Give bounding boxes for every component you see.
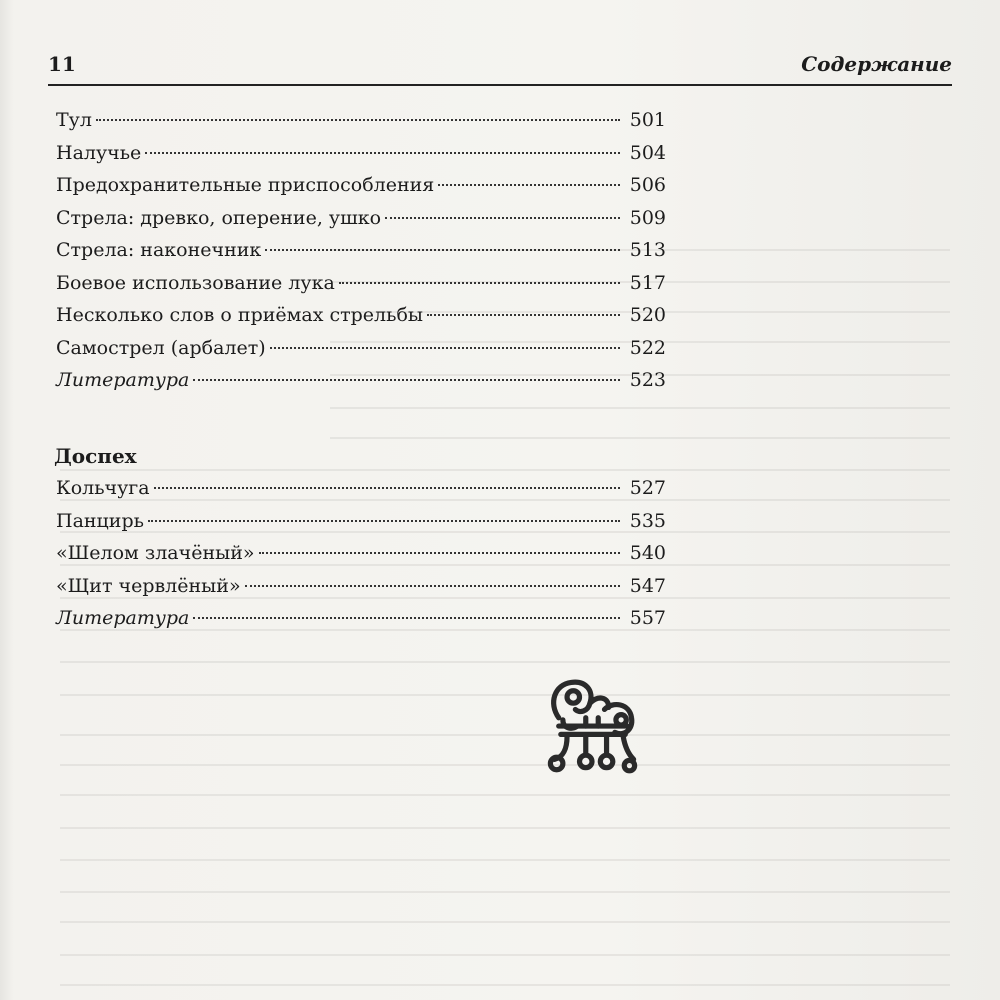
toc-entry: [56, 202, 666, 235]
toc-entry: [56, 505, 666, 538]
dot-leader: [339, 282, 620, 284]
toc-entry: [56, 332, 666, 365]
toc-entry-label: Тул: [56, 109, 92, 131]
dot-leader: [259, 552, 620, 554]
toc-entry-page: 547: [629, 574, 666, 597]
toc-entry-label: Кольчуга: [56, 477, 150, 499]
toc-entry-label: Несколько слов о приёмах стрельбы: [56, 304, 424, 326]
toc-entry-page: 523: [629, 369, 666, 391]
toc-entry-page: 522: [629, 336, 666, 359]
toc-entry-label: Налучье: [56, 141, 142, 164]
dot-leader: [148, 520, 620, 522]
toc-entry-label: Стрела: древко, оперение, ушко: [56, 206, 382, 229]
section-heading: Доспех: [54, 444, 137, 468]
toc-entry-page: 513: [629, 239, 666, 261]
toc-entry-label: «Шелом злачёный»: [56, 542, 255, 564]
dot-leader: [427, 314, 620, 316]
toc-entry: [56, 472, 666, 505]
toc-entry-label: Самострел (арбалет): [56, 336, 266, 359]
toc-list-bow-section: [56, 104, 666, 397]
dot-leader: [245, 585, 620, 587]
toc-entry: [56, 234, 666, 267]
page-header: [48, 52, 952, 82]
dot-leader: [96, 119, 620, 121]
toc-entry: [56, 570, 666, 603]
toc-entry-page: 520: [629, 304, 666, 326]
page-number: 11: [48, 52, 76, 76]
toc-entry-label: Боевое использование лука: [56, 271, 335, 294]
toc-entry: [56, 537, 666, 570]
toc-entry-page: 504: [629, 141, 666, 164]
toc-entry: [56, 137, 666, 170]
dot-leader: [270, 347, 620, 349]
toc-entry-label: Стрела: наконечник: [56, 239, 262, 261]
header-rule: [48, 84, 952, 86]
toc-entry: [56, 267, 666, 300]
dot-leader: [193, 379, 620, 381]
toc-entry: [56, 104, 666, 137]
toc-entry: [56, 169, 666, 202]
stylized-beast-ornament-icon: [540, 672, 644, 776]
toc-entry-page: 501: [629, 109, 666, 131]
toc-entry-page: 557: [629, 607, 666, 629]
toc-entry-page: 517: [629, 271, 666, 294]
dot-leader: [145, 152, 620, 154]
toc-entry-label: Панцирь: [56, 509, 144, 532]
dot-leader: [385, 217, 620, 219]
toc-entry-label: «Щит червлёный»: [56, 574, 241, 597]
toc-entry: [56, 299, 666, 332]
dot-leader: [438, 184, 620, 186]
toc-entry-page: 535: [629, 509, 666, 532]
toc-entry-label: Литература: [56, 607, 190, 629]
dot-leader: [193, 617, 620, 619]
toc-entry-page: 506: [629, 174, 666, 196]
toc-entry-page: 509: [629, 206, 666, 229]
dot-leader: [154, 487, 620, 489]
dot-leader: [265, 249, 620, 251]
toc-list-armor-section: [56, 440, 666, 635]
toc-entry-literature: [56, 602, 666, 635]
toc-entry-label: Предохранительные приспособления: [56, 174, 435, 196]
toc-entry-page: 540: [629, 542, 666, 564]
toc-entry-literature: [56, 364, 666, 397]
running-title: Содержание: [801, 52, 952, 76]
toc-entry-label: Литература: [56, 369, 190, 391]
toc-entry-page: 527: [629, 477, 666, 499]
